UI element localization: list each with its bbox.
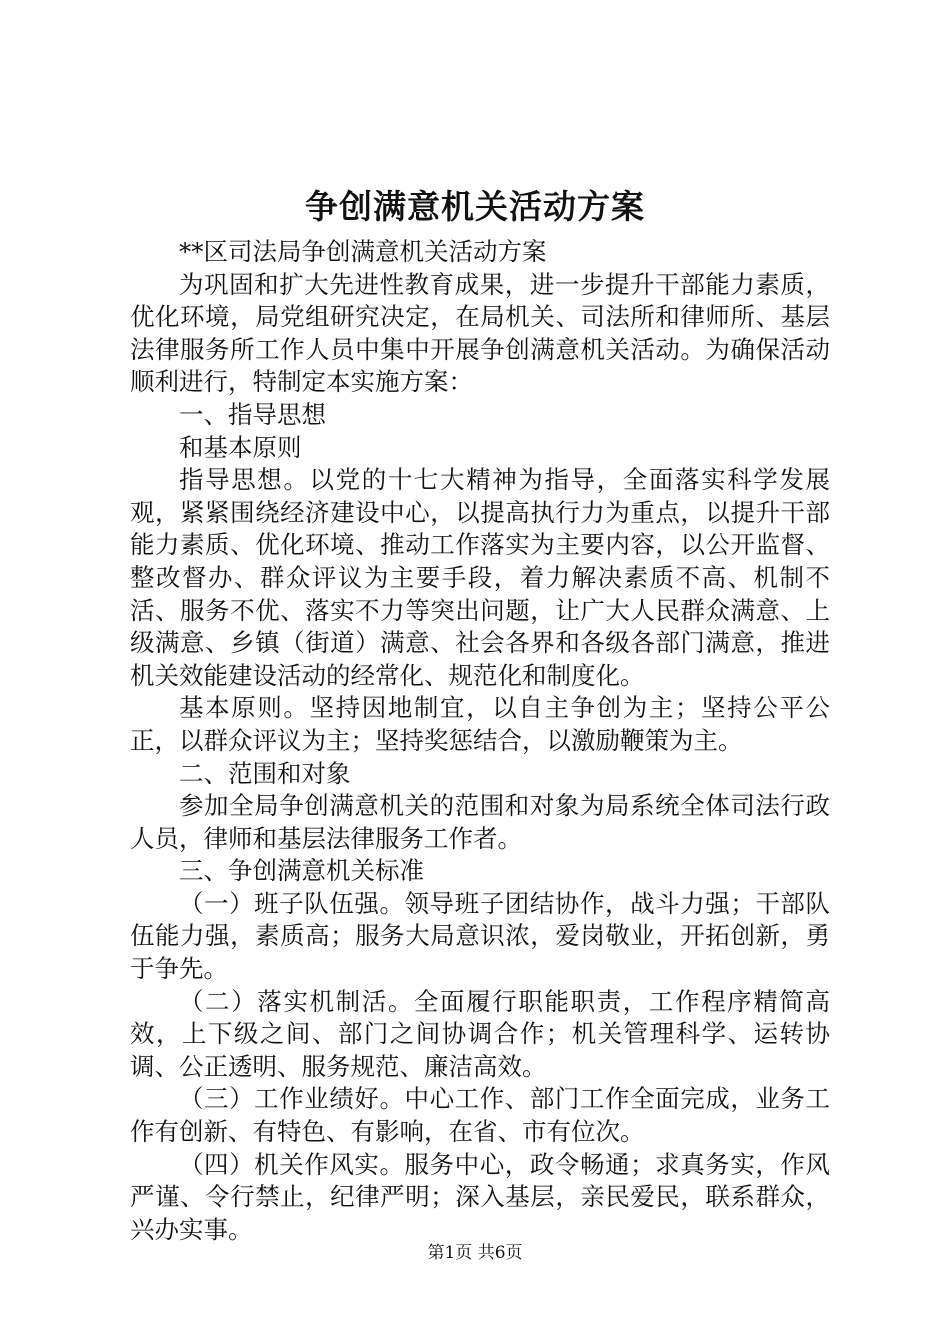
paragraph-scope: 参加全局争创满意机关的范围和对象为局系统全体司法行政人员，律师和基层法律服务工作者。	[130, 791, 830, 853]
paragraph-guiding-thought: 指导思想。以党的十七大精神为指导，全面落实科学发展观，紧紧围绕经济建设中心，以提高执行力为重点，以提升干部能力素质、优化环境、推动工作落实为主要内容，以公开监督、整改督办、群众评议为主要手段，着力解决素质不高、机制不活、服务不优、落实不力等突出问题，让广大人民群众满意、上级满意、乡镇（街道）满意、社会各界和各级各部门满意，推进机关效能建设活动的经常化、规范化和制度化。	[130, 465, 830, 690]
page-footer: 第1页 共6页	[427, 1243, 523, 1263]
section-heading-3: 三、争创满意机关标准	[179, 856, 424, 886]
paragraph-intro: 为巩固和扩大先进性教育成果，进一步提升干部能力素质，优化环境，局党组研究决定，在局机关、司法所和律师所、基层法律服务所工作人员中集中开展争创满意机关活动。为确保活动顺利进行，特制定本实施方案：	[130, 269, 830, 397]
paragraph-heading-line: **区司法局争创满意机关活动方案	[179, 237, 547, 266]
paragraph-standard-3: （三）工作业绩好。中心工作、部门工作全面完成，业务工作有创新、有特色、有影响，在省、市有位次。	[130, 1084, 830, 1147]
document-title: 争创满意机关活动方案	[305, 187, 645, 226]
section-heading-2: 二、范围和对象	[179, 758, 351, 788]
paragraph-standard-4: （四）机关作风实。服务中心，政令畅通；求真务实，作风严谨、令行禁止，纪律严明；深入基层，亲民爱民，联系群众，兴办实事。	[130, 1149, 830, 1244]
paragraph-standard-2: （二）落实机制活。全面履行职能职责，工作程序精简高效，上下级之间、部门之间协调合作；机关管理科学、运转协调、公正透明、服务规范、廉洁高效。	[130, 986, 830, 1081]
section-heading-1: 一、指导思想	[179, 399, 326, 429]
document-body	[130, 236, 830, 1246]
paragraph-basic-principles: 基本原则。坚持因地制宜，以自主争创为主；坚持公平公正，以群众评议为主；坚持奖惩结合，以激励鞭策为主。	[130, 693, 830, 755]
paragraph-standard-1: （一）班子队伍强。领导班子团结协作，战斗力强；干部队伍能力强，素质高；服务大局意识浓，爱岗敬业，开拓创新，勇于争先。	[130, 888, 830, 984]
section-heading-1-cont: 和基本原则	[179, 432, 302, 462]
